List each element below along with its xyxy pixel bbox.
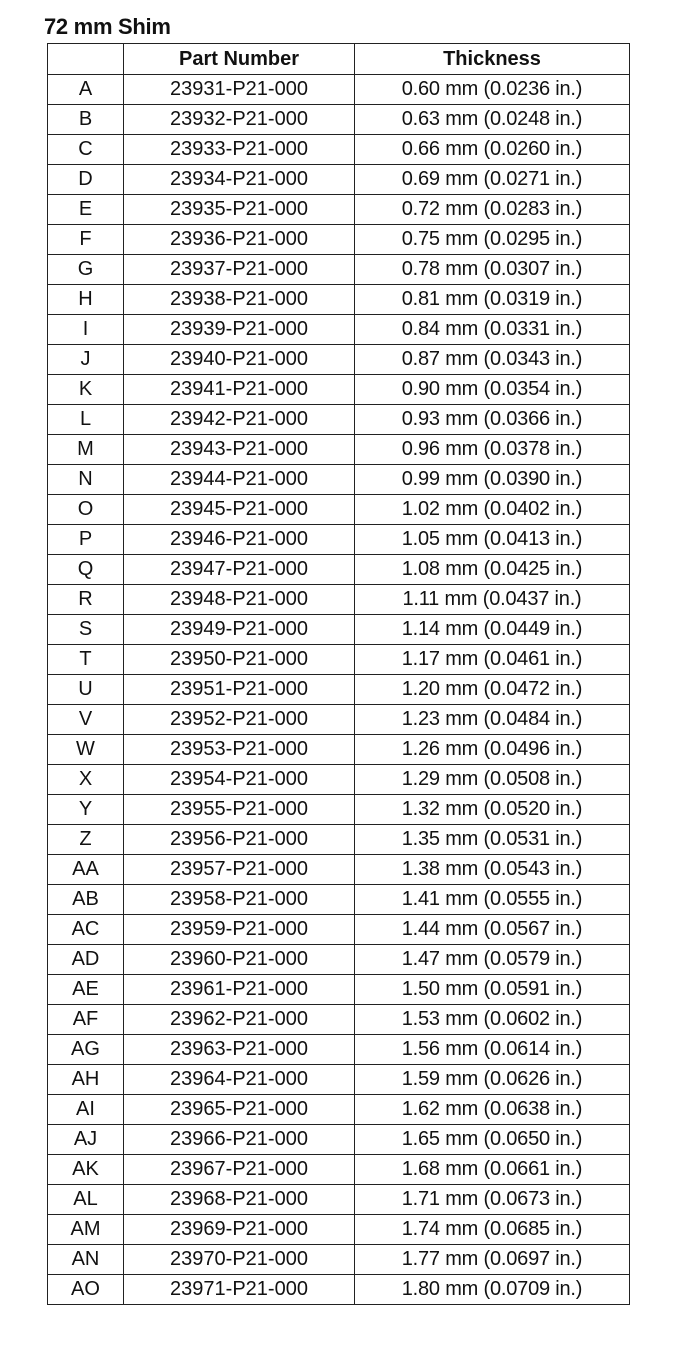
cell-letter: X (48, 765, 124, 795)
cell-part-number: 23937-P21-000 (124, 255, 355, 285)
cell-letter: H (48, 285, 124, 315)
header-thickness: Thickness (355, 44, 630, 75)
cell-letter: S (48, 615, 124, 645)
cell-letter: T (48, 645, 124, 675)
cell-part-number: 23945-P21-000 (124, 495, 355, 525)
table-row (48, 1245, 630, 1275)
cell-letter: AJ (48, 1125, 124, 1155)
cell-part-number: 23962-P21-000 (124, 1005, 355, 1035)
cell-thickness: 0.72 mm (0.0283 in.) (355, 195, 630, 225)
table-row (48, 645, 630, 675)
table-row (48, 915, 630, 945)
cell-thickness: 1.65 mm (0.0650 in.) (355, 1125, 630, 1155)
table-row (48, 165, 630, 195)
cell-letter: I (48, 315, 124, 345)
cell-letter: AA (48, 855, 124, 885)
cell-part-number: 23948-P21-000 (124, 585, 355, 615)
cell-part-number: 23942-P21-000 (124, 405, 355, 435)
cell-letter: E (48, 195, 124, 225)
cell-letter: F (48, 225, 124, 255)
cell-letter: Y (48, 795, 124, 825)
table-row (48, 1275, 630, 1305)
cell-letter: O (48, 495, 124, 525)
cell-thickness: 0.93 mm (0.0366 in.) (355, 405, 630, 435)
cell-thickness: 1.41 mm (0.0555 in.) (355, 885, 630, 915)
cell-letter: P (48, 525, 124, 555)
cell-part-number: 23958-P21-000 (124, 885, 355, 915)
cell-thickness: 1.08 mm (0.0425 in.) (355, 555, 630, 585)
cell-thickness: 1.56 mm (0.0614 in.) (355, 1035, 630, 1065)
cell-letter: U (48, 675, 124, 705)
cell-thickness: 1.11 mm (0.0437 in.) (355, 585, 630, 615)
cell-thickness: 1.17 mm (0.0461 in.) (355, 645, 630, 675)
cell-thickness: 1.62 mm (0.0638 in.) (355, 1095, 630, 1125)
cell-letter: AI (48, 1095, 124, 1125)
cell-part-number: 23971-P21-000 (124, 1275, 355, 1305)
cell-part-number: 23934-P21-000 (124, 165, 355, 195)
cell-thickness: 0.75 mm (0.0295 in.) (355, 225, 630, 255)
cell-letter: AN (48, 1245, 124, 1275)
cell-thickness: 1.32 mm (0.0520 in.) (355, 795, 630, 825)
cell-thickness: 0.99 mm (0.0390 in.) (355, 465, 630, 495)
table-row (48, 315, 630, 345)
cell-part-number: 23969-P21-000 (124, 1215, 355, 1245)
table-row (48, 1155, 630, 1185)
cell-letter: G (48, 255, 124, 285)
cell-part-number: 23952-P21-000 (124, 705, 355, 735)
cell-thickness: 1.35 mm (0.0531 in.) (355, 825, 630, 855)
cell-letter: AB (48, 885, 124, 915)
cell-part-number: 23968-P21-000 (124, 1185, 355, 1215)
table-row (48, 1065, 630, 1095)
table-row (48, 855, 630, 885)
cell-part-number: 23947-P21-000 (124, 555, 355, 585)
table-row (48, 585, 630, 615)
table-row (48, 495, 630, 525)
cell-part-number: 23965-P21-000 (124, 1095, 355, 1125)
cell-thickness: 0.84 mm (0.0331 in.) (355, 315, 630, 345)
cell-letter: AE (48, 975, 124, 1005)
cell-part-number: 23932-P21-000 (124, 105, 355, 135)
table-row (48, 735, 630, 765)
table-row (48, 555, 630, 585)
cell-letter: AG (48, 1035, 124, 1065)
cell-part-number: 23963-P21-000 (124, 1035, 355, 1065)
table-row (48, 75, 630, 105)
table-row (48, 255, 630, 285)
table-row (48, 195, 630, 225)
table-row (48, 885, 630, 915)
cell-letter: AK (48, 1155, 124, 1185)
cell-letter: AD (48, 945, 124, 975)
cell-thickness: 1.38 mm (0.0543 in.) (355, 855, 630, 885)
cell-thickness: 0.63 mm (0.0248 in.) (355, 105, 630, 135)
cell-part-number: 23964-P21-000 (124, 1065, 355, 1095)
header-part-number: Part Number (124, 44, 355, 75)
cell-letter: Q (48, 555, 124, 585)
cell-letter: AF (48, 1005, 124, 1035)
cell-letter: D (48, 165, 124, 195)
table-row (48, 1185, 630, 1215)
cell-letter: K (48, 375, 124, 405)
cell-thickness: 1.14 mm (0.0449 in.) (355, 615, 630, 645)
table-row (48, 945, 630, 975)
table-row (48, 705, 630, 735)
cell-letter: A (48, 75, 124, 105)
table-row (48, 1215, 630, 1245)
cell-thickness: 0.78 mm (0.0307 in.) (355, 255, 630, 285)
table-row (48, 795, 630, 825)
table-row (48, 345, 630, 375)
cell-part-number: 23959-P21-000 (124, 915, 355, 945)
cell-thickness: 1.80 mm (0.0709 in.) (355, 1275, 630, 1305)
cell-part-number: 23936-P21-000 (124, 225, 355, 255)
table-row (48, 225, 630, 255)
cell-thickness: 0.60 mm (0.0236 in.) (355, 75, 630, 105)
cell-letter: AL (48, 1185, 124, 1215)
table-row (48, 975, 630, 1005)
cell-letter: AH (48, 1065, 124, 1095)
cell-part-number: 23954-P21-000 (124, 765, 355, 795)
cell-thickness: 0.87 mm (0.0343 in.) (355, 345, 630, 375)
table-row (48, 465, 630, 495)
table-row (48, 1035, 630, 1065)
cell-thickness: 1.71 mm (0.0673 in.) (355, 1185, 630, 1215)
cell-letter: R (48, 585, 124, 615)
cell-letter: N (48, 465, 124, 495)
table-row (48, 1125, 630, 1155)
cell-thickness: 1.02 mm (0.0402 in.) (355, 495, 630, 525)
cell-part-number: 23950-P21-000 (124, 645, 355, 675)
cell-part-number: 23940-P21-000 (124, 345, 355, 375)
cell-thickness: 1.05 mm (0.0413 in.) (355, 525, 630, 555)
cell-part-number: 23933-P21-000 (124, 135, 355, 165)
table-row (48, 435, 630, 465)
cell-letter: V (48, 705, 124, 735)
table-row (48, 285, 630, 315)
cell-part-number: 23953-P21-000 (124, 735, 355, 765)
cell-letter: Z (48, 825, 124, 855)
cell-part-number: 23946-P21-000 (124, 525, 355, 555)
cell-part-number: 23956-P21-000 (124, 825, 355, 855)
cell-letter: AO (48, 1275, 124, 1305)
table-row (48, 1095, 630, 1125)
cell-thickness: 0.96 mm (0.0378 in.) (355, 435, 630, 465)
cell-part-number: 23949-P21-000 (124, 615, 355, 645)
shim-table (47, 43, 630, 1305)
cell-thickness: 0.69 mm (0.0271 in.) (355, 165, 630, 195)
cell-letter: AC (48, 915, 124, 945)
table-row (48, 135, 630, 165)
table-row (48, 675, 630, 705)
table-body (48, 75, 630, 1305)
table-header (48, 44, 630, 75)
cell-thickness: 1.29 mm (0.0508 in.) (355, 765, 630, 795)
cell-thickness: 0.90 mm (0.0354 in.) (355, 375, 630, 405)
cell-letter: J (48, 345, 124, 375)
cell-letter: AM (48, 1215, 124, 1245)
cell-part-number: 23935-P21-000 (124, 195, 355, 225)
cell-letter: C (48, 135, 124, 165)
cell-thickness: 1.20 mm (0.0472 in.) (355, 675, 630, 705)
cell-thickness: 1.77 mm (0.0697 in.) (355, 1245, 630, 1275)
table-row (48, 765, 630, 795)
table-row (48, 1005, 630, 1035)
header-row (48, 44, 630, 75)
cell-thickness: 1.47 mm (0.0579 in.) (355, 945, 630, 975)
cell-thickness: 1.74 mm (0.0685 in.) (355, 1215, 630, 1245)
table-row (48, 615, 630, 645)
cell-thickness: 1.68 mm (0.0661 in.) (355, 1155, 630, 1185)
cell-letter: B (48, 105, 124, 135)
table-row (48, 375, 630, 405)
cell-part-number: 23941-P21-000 (124, 375, 355, 405)
header-letter (48, 44, 124, 75)
cell-part-number: 23944-P21-000 (124, 465, 355, 495)
cell-part-number: 23939-P21-000 (124, 315, 355, 345)
cell-part-number: 23957-P21-000 (124, 855, 355, 885)
cell-part-number: 23938-P21-000 (124, 285, 355, 315)
cell-thickness: 1.23 mm (0.0484 in.) (355, 705, 630, 735)
cell-part-number: 23966-P21-000 (124, 1125, 355, 1155)
table-row (48, 105, 630, 135)
cell-part-number: 23931-P21-000 (124, 75, 355, 105)
cell-letter: W (48, 735, 124, 765)
cell-part-number: 23960-P21-000 (124, 945, 355, 975)
cell-part-number: 23970-P21-000 (124, 1245, 355, 1275)
cell-thickness: 1.26 mm (0.0496 in.) (355, 735, 630, 765)
cell-thickness: 0.66 mm (0.0260 in.) (355, 135, 630, 165)
cell-letter: M (48, 435, 124, 465)
cell-part-number: 23967-P21-000 (124, 1155, 355, 1185)
cell-thickness: 1.59 mm (0.0626 in.) (355, 1065, 630, 1095)
cell-part-number: 23943-P21-000 (124, 435, 355, 465)
cell-letter: L (48, 405, 124, 435)
cell-part-number: 23955-P21-000 (124, 795, 355, 825)
cell-thickness: 1.53 mm (0.0602 in.) (355, 1005, 630, 1035)
table-row (48, 525, 630, 555)
page-title: 72 mm Shim (44, 14, 171, 39)
cell-part-number: 23961-P21-000 (124, 975, 355, 1005)
table-row (48, 405, 630, 435)
cell-thickness: 0.81 mm (0.0319 in.) (355, 285, 630, 315)
cell-thickness: 1.50 mm (0.0591 in.) (355, 975, 630, 1005)
cell-thickness: 1.44 mm (0.0567 in.) (355, 915, 630, 945)
table-row (48, 825, 630, 855)
cell-part-number: 23951-P21-000 (124, 675, 355, 705)
